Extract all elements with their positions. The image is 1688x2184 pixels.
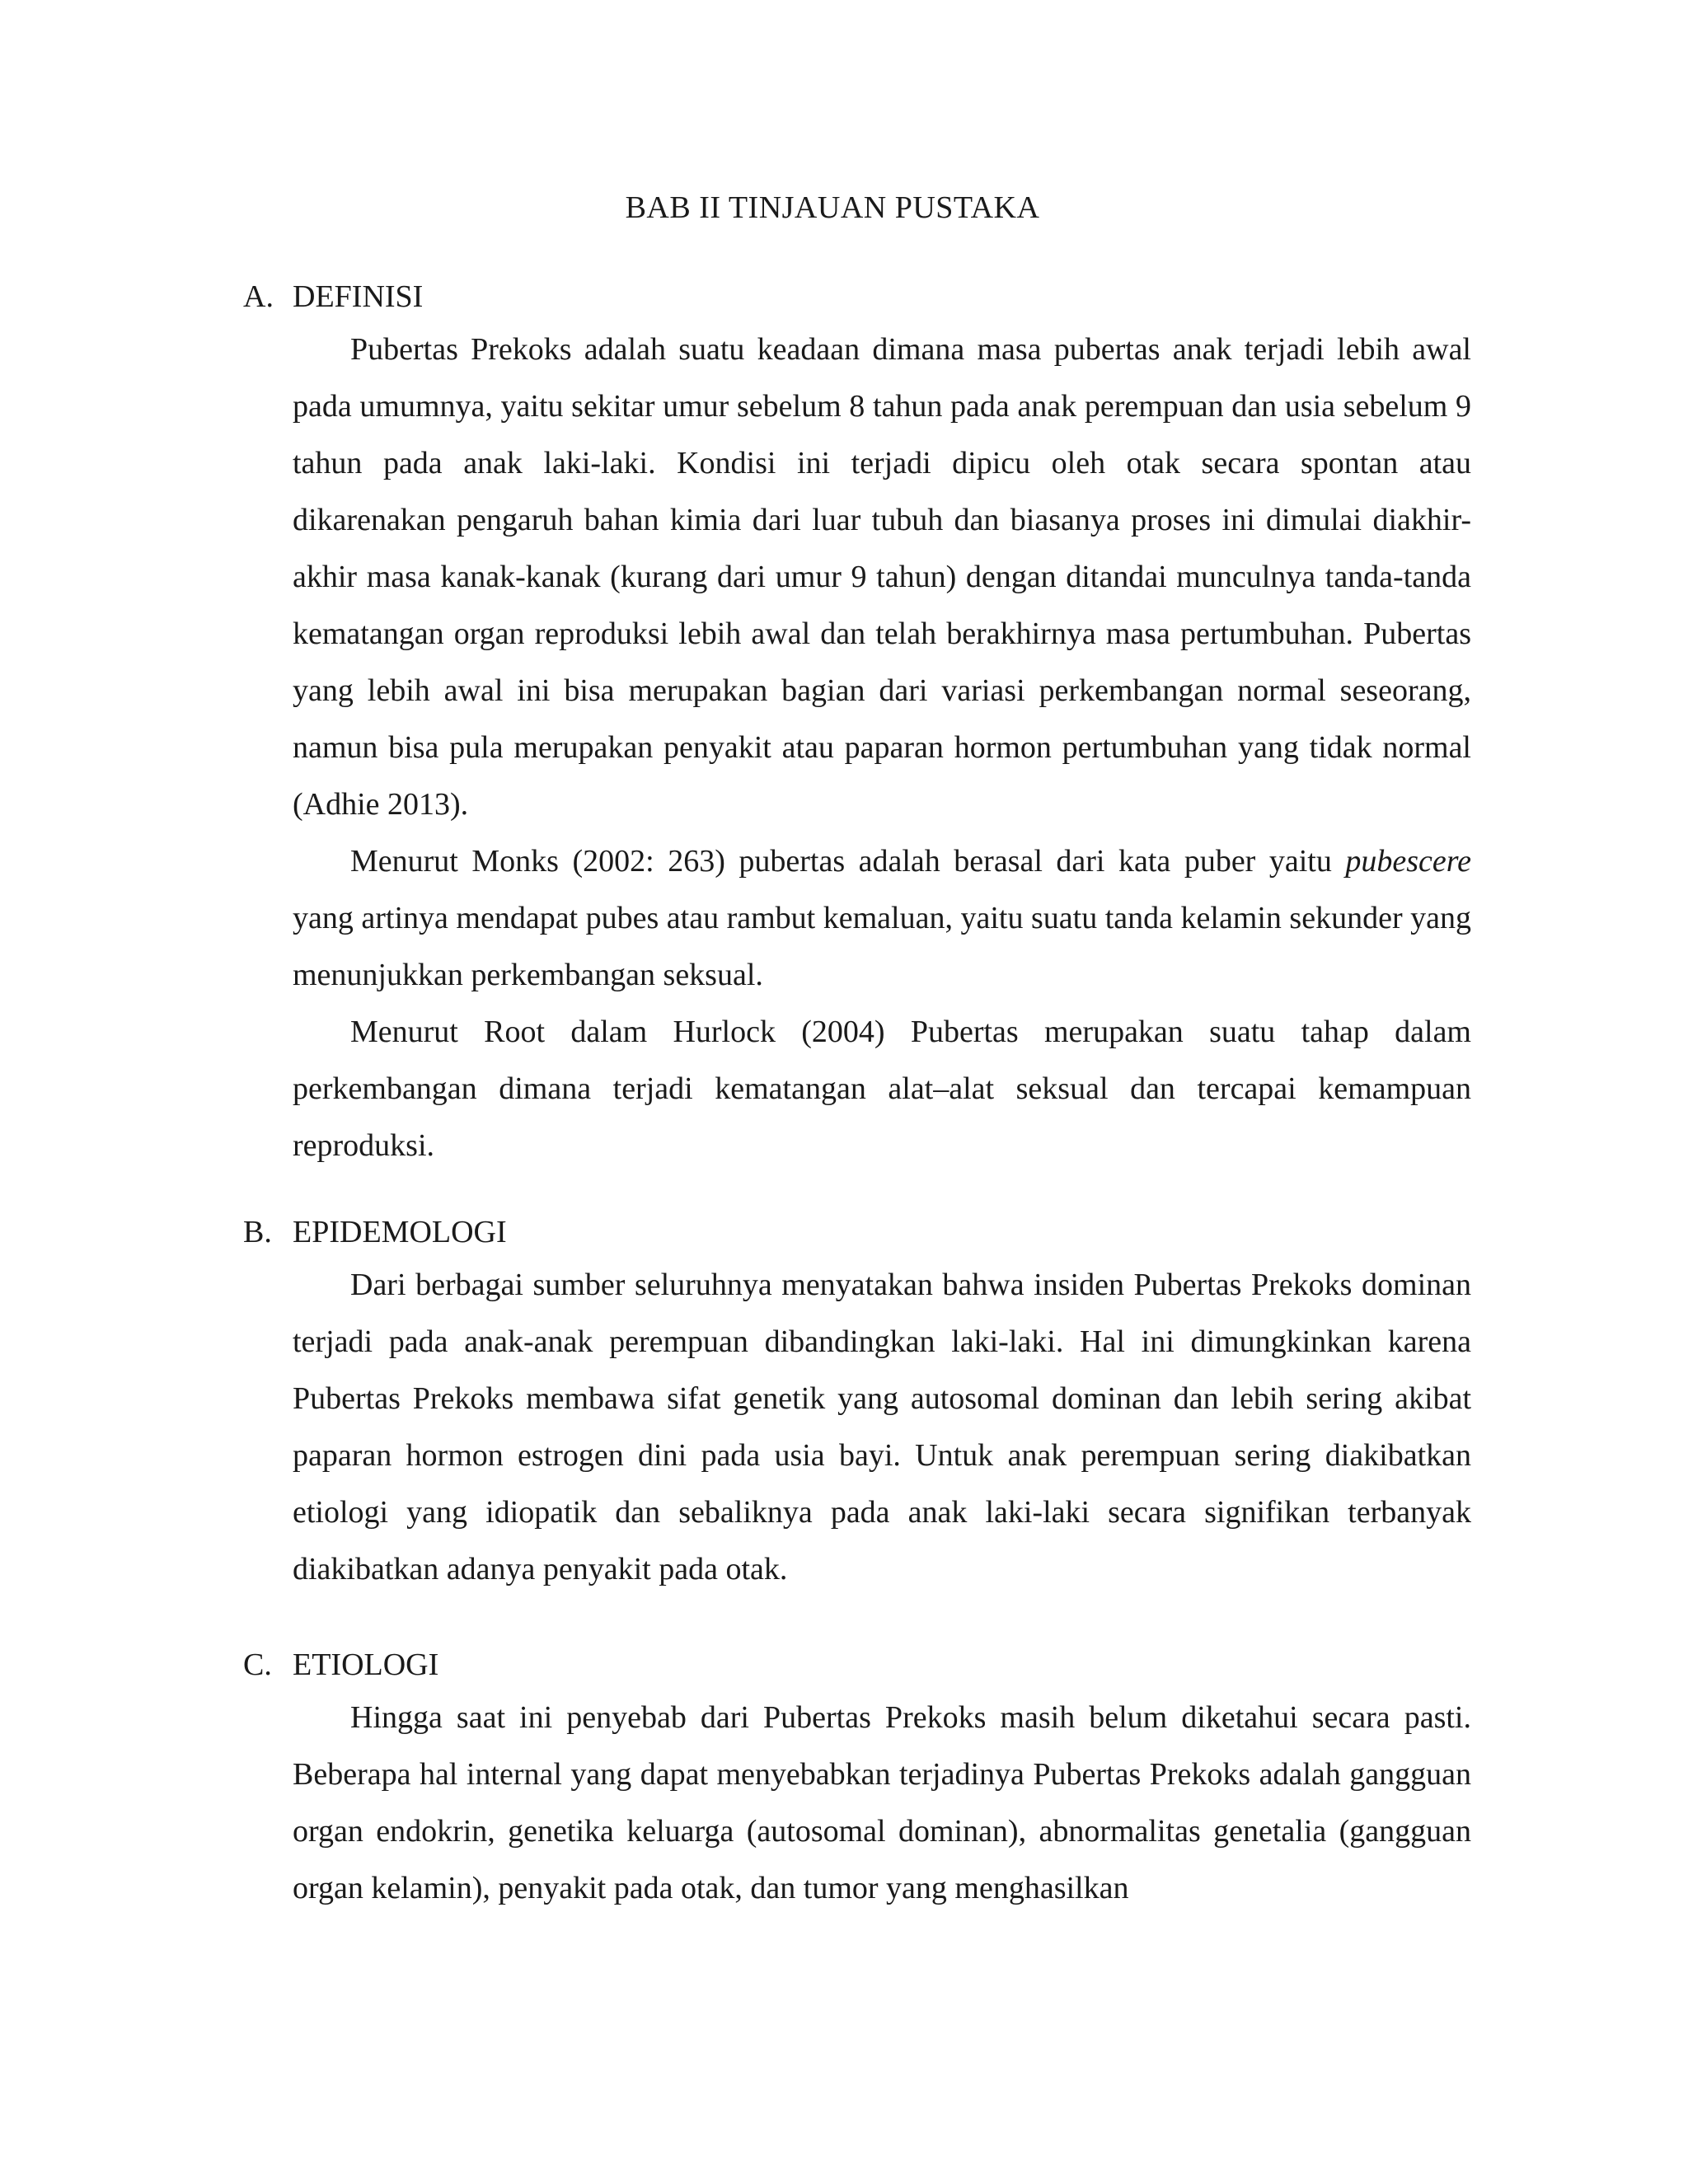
section-title: ETIOLOGI (293, 1647, 439, 1682)
section-title: EPIDEMOLOGI (293, 1215, 507, 1249)
paragraph: Menurut Root dalam Hurlock (2004) Pubertas merupakan suatu tahap dalam perkembangan dimana terjadi kematangan alat–alat seksual dan tercapai kemampuan reproduksi. (293, 1015, 1471, 1163)
section-body (293, 1257, 1471, 1598)
section-heading (243, 272, 1471, 321)
section-letter: A. (243, 279, 274, 314)
page-title: BAB II TINJAUAN PUSTAKA (625, 190, 1040, 225)
section-body (293, 1690, 1471, 1917)
section-letter: C. (243, 1647, 272, 1682)
paragraph-text: yang artinya mendapat pubes atau rambut kemaluan, yaitu suatu tanda kelamin sekunder yang menunjukkan perkembangan seksual. (293, 901, 1471, 992)
paragraph: Hingga saat ini penyebab dari Pubertas Prekoks masih belum diketahui secara pasti. Beberapa hal internal yang dapat menyebabkan terjadinya Pubertas Prekoks adalah gangguan organ endokrin, genetika keluarga (autosomal dominan), abnormalitas genetalia (gangguan organ kelamin), penyakit pada otak, dan tumor yang menghasilkan (293, 1700, 1471, 1905)
section-heading (243, 1640, 1471, 1690)
section-definisi (243, 272, 1471, 1174)
paragraph: Pubertas Prekoks adalah suatu keadaan dimana masa pubertas anak terjadi lebih awal pada umumnya, yaitu sekitar umur sebelum 8 tahun pada anak perempuan dan usia sebelum 9 tahun pada anak laki-laki. Kondisi ini terjadi dipicu oleh otak secara spontan atau dikarenakan pengaruh bahan kimia dari luar tubuh dan biasanya proses ini dimulai diakhir-akhir masa kanak-kanak (kurang dari umur 9 tahun) dengan ditandai munculnya tanda-tanda kematangan organ reproduksi lebih awal dan telah berakhirnya masa pertumbuhan. Pubertas yang lebih awal ini bisa merupakan bagian dari variasi perkembangan normal seseorang, namun bisa pula merupakan penyakit atau paparan hormon pertumbuhan yang tidak normal (Adhie 2013). (293, 332, 1471, 822)
paragraph: Dari berbagai sumber seluruhnya menyatakan bahwa insiden Pubertas Prekoks dominan terjadi pada anak-anak perempuan dibandingkan laki-laki. Hal ini dimungkinkan karena Pubertas Prekoks membawa sifat genetik yang autosomal dominan dan lebih sering akibat paparan hormon estrogen dini pada usia bayi. Untuk anak perempuan sering diakibatkan etiologi yang idiopatik dan sebaliknya pada anak laki-laki secara signifikan terbanyak diakibatkan adanya penyakit pada otak. (293, 1268, 1471, 1586)
section-letter: B. (243, 1215, 272, 1249)
section-body (293, 321, 1471, 1174)
paragraph-text: Menurut Monks (2002: 263) pubertas adalah berasal dari kata puber yaitu (350, 844, 1346, 879)
section-heading (243, 1207, 1471, 1257)
section-etiologi (243, 1640, 1471, 1917)
section-title: DEFINISI (293, 279, 424, 314)
italic-term: pubescere (1345, 844, 1471, 879)
section-epidemologi (243, 1207, 1471, 1598)
paragraph (293, 833, 1471, 1004)
